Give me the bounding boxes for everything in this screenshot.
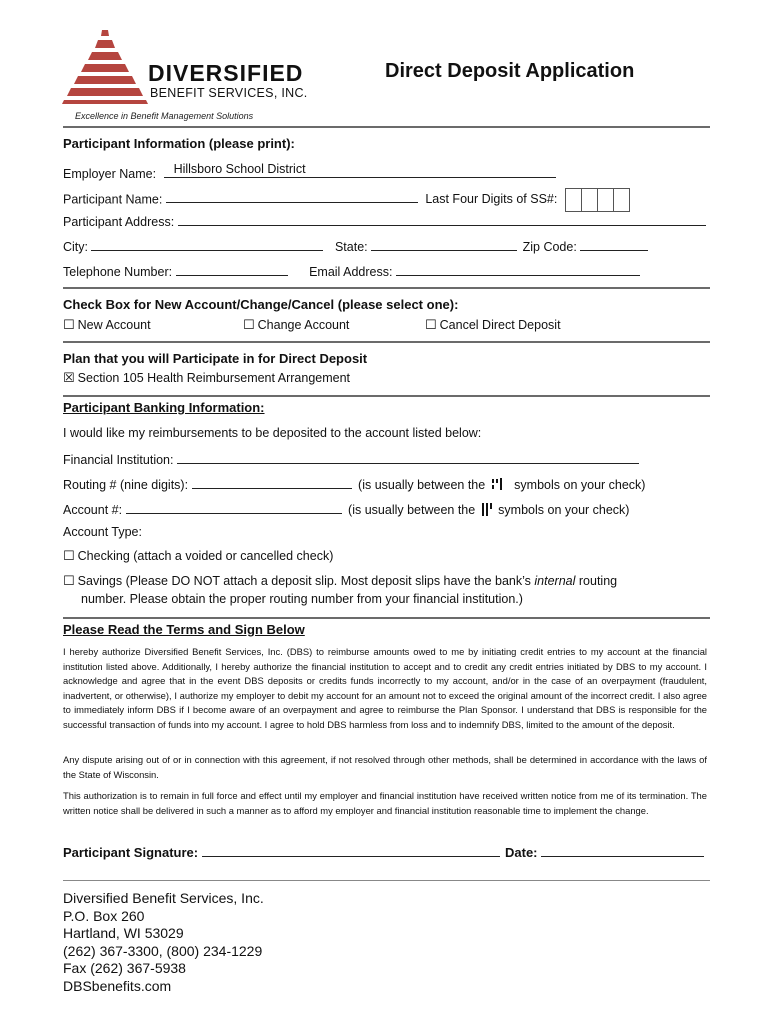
routing-label: Routing # (nine digits): [63, 478, 189, 492]
account-field[interactable] [126, 501, 342, 514]
section-divider [63, 341, 710, 343]
routing-note-end: symbols on your check) [514, 478, 646, 492]
routing-note-start: (is usually between the [358, 478, 486, 492]
checkbox-icon[interactable]: ☐ [63, 549, 75, 564]
company-logo [62, 26, 332, 106]
zip-field[interactable] [580, 238, 648, 251]
employer-row [63, 163, 556, 181]
address-line: P.O. Box 260 [63, 907, 145, 924]
account-type-label: Account Type: [63, 525, 142, 539]
signature-field[interactable] [202, 844, 500, 857]
ss-label: Last Four Digits of SS#: [425, 192, 558, 207]
employer-label: Employer Name: [63, 167, 157, 181]
ss-digit-box[interactable] [598, 188, 614, 212]
employer-value: Hillsboro School District [173, 162, 306, 176]
plan-option[interactable] [63, 371, 350, 386]
savings-option[interactable] [63, 574, 617, 589]
address-field[interactable] [178, 213, 706, 226]
institution-row [63, 451, 639, 467]
institution-label: Financial Institution: [63, 453, 174, 467]
banking-heading: Participant Banking Information: [63, 400, 265, 415]
terms-heading: Please Read the Terms and Sign Below [63, 622, 305, 637]
routing-row [63, 476, 645, 492]
checkbox-icon[interactable]: ☐ [63, 574, 75, 589]
city-field[interactable] [91, 238, 323, 251]
address-row [63, 213, 706, 229]
email-label: Email Address: [309, 265, 393, 279]
change-account-label: Change Account [257, 318, 350, 332]
change-account-option[interactable] [243, 318, 349, 333]
participant-heading: Participant Information (please print): [63, 136, 295, 151]
address-line: Fax (262) 367-5938 [63, 960, 186, 976]
ss-digit-box[interactable] [565, 188, 582, 212]
page-title: Direct Deposit Application [385, 60, 635, 82]
date-label: Date: [505, 845, 538, 860]
savings-label: Savings (Please DO NOT attach a deposit slip. Most deposit slips have the bank’s [77, 574, 531, 588]
account-row [63, 501, 629, 517]
terms-paragraph-3: This authorization is to remain in full force and effect until my employer and financial institution have received written notice from me of its termination. The written notice shall be delivered in such a manner as to afford my employer and financial institution reasonable time to implement the change. [63, 790, 707, 816]
account-change-heading: Check Box for New Account/Change/Cancel (please select one): [63, 297, 459, 312]
address-line: Diversified Benefit Services, Inc. [63, 890, 264, 906]
address-line: (262) 367-3300, (800) 234-1229 [63, 942, 263, 959]
new-account-label: New Account [77, 318, 151, 332]
checking-option[interactable] [63, 549, 333, 564]
city-state-zip-row [63, 238, 648, 254]
date-field[interactable] [541, 844, 704, 857]
city-label: City: [63, 240, 88, 254]
pyramid-logo-icon [62, 26, 152, 106]
checkbox-icon[interactable]: ☐ [425, 318, 437, 333]
signature-row [63, 844, 500, 860]
checking-label: Checking (attach a voided or cancelled check) [77, 549, 334, 563]
logo-company-subname: BENEFIT SERVICES, INC. [150, 86, 308, 100]
cancel-deposit-label: Cancel Direct Deposit [439, 318, 561, 332]
logo-company-name: DIVERSIFIED [148, 60, 304, 86]
account-symbol-icon [481, 503, 493, 516]
savings-label-end: routing [578, 574, 618, 588]
plan-option-label: Section 105 Health Reimbursement Arrangement [77, 371, 351, 385]
address-line: Hartland, WI 53029 [63, 925, 184, 941]
section-divider [63, 617, 710, 619]
checkbox-icon[interactable]: ☐ [243, 318, 255, 333]
header-divider [63, 126, 710, 128]
savings-line-2: number. Please obtain the proper routing number from your financial institution.) [81, 592, 523, 606]
cancel-deposit-option[interactable] [425, 318, 561, 333]
zip-label: Zip Code: [522, 240, 577, 254]
ss-digit-box[interactable] [614, 188, 630, 212]
section-divider [63, 287, 710, 289]
ss-digit-box[interactable] [582, 188, 598, 212]
banking-intro: I would like my reimbursements to be deposited to the account listed below: [63, 426, 482, 440]
plan-heading: Plan that you will Participate in for Direct Deposit [63, 351, 368, 366]
terms-paragraph-2: Any dispute arising out of or in connection with this agreement, if not resolved through other methods, shall be determined in accordance with the laws of the State of Wisconsin. [63, 754, 707, 780]
phone-field[interactable] [176, 263, 288, 276]
state-field[interactable] [371, 238, 517, 251]
phone-label: Telephone Number: [63, 265, 173, 279]
signature-label: Participant Signature: [63, 845, 199, 860]
footer-divider [63, 880, 710, 881]
state-label: State: [334, 240, 368, 254]
participant-name-field[interactable] [166, 190, 418, 203]
checked-checkbox-icon[interactable]: ☒ [63, 371, 75, 386]
employer-field[interactable] [164, 163, 556, 178]
institution-field[interactable] [177, 451, 639, 464]
savings-internal-word: internal [534, 574, 576, 588]
address-label: Participant Address: [63, 215, 175, 229]
new-account-option[interactable] [63, 318, 151, 333]
date-row [505, 844, 704, 860]
terms-paragraph-1: I hereby authorize Diversified Benefit Services, Inc. (DBS) to reimburse amounts owed to me by initiating credit entries to my account at the financial institution listed above. Additionally, I hereby authorize the financial institution to accept and to credit any credit entries initiated by DBS to my account. I acknowledge and agree that in the event DBS deposits or credits funds incorrectly to my account, and/or in the case of an overpayment (fraudulent, inadvertent, or otherwise), I authorize my employer to debit my account for an amount not to exceed the original amount of the incorrect credit. I also agree to immediately inform DBS if I become aware of an overpayment and agree to reimburse the Plan Sponsor. I understand that DBS is responsible for the successful transaction of funds into my account. I agree to hold DBS harmless from loss and to indemnify DBS, limited to the amount of the deposit. [63, 646, 707, 730]
company-address [63, 890, 264, 995]
section-divider [63, 395, 710, 397]
phone-email-row [63, 263, 640, 279]
participant-name-row [63, 188, 630, 212]
routing-symbol-icon [491, 478, 505, 490]
ss-digit-boxes[interactable] [565, 188, 630, 212]
account-note-start: (is usually between the [348, 503, 476, 517]
account-note-end: symbols on your check) [498, 503, 630, 517]
account-label: Account #: [63, 503, 123, 517]
website-link[interactable]: DBSbenefits.com [63, 977, 172, 994]
logo-tagline: Excellence in Benefit Management Solutions [75, 111, 254, 121]
routing-field[interactable] [192, 476, 352, 489]
checkbox-icon[interactable]: ☐ [63, 318, 75, 333]
participant-name-label: Participant Name: [63, 192, 163, 207]
email-field[interactable] [396, 263, 640, 276]
